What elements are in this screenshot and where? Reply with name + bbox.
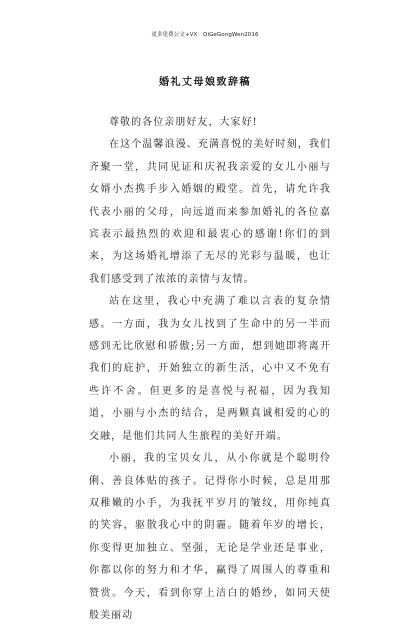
paragraph-1: 在这个温馨浪漫、充满喜悦的美好时刻，我们齐聚一堂，共同见证和庆祝我亲爱的女儿小丽与女婿小杰携手步入婚姻的殿堂。首先，请允许我代表小丽的父母，向远道而来参加婚礼的各位嘉宾表示最热烈的欢迎和最衷心的感谢!你们的到来，为这场婚礼增添了无尽的光彩与温暖，也让我们感受到了浓浓的亲情与友情。 — [89, 139, 331, 285]
header-note: 更多免费公文+VX：QiGeGongWen2016 — [151, 32, 259, 38]
salutation: 尊敬的各位亲朋好友，大家好! — [109, 117, 258, 128]
document-body — [89, 112, 331, 627]
paragraph-3: 小丽，我的宝贝女儿，从小你就是个聪明伶俐、善良体贴的孩子。记得你小时候，总是用那双稚嫩的小手，为我抚平岁月的皱纹，用你纯真的笑容，驱散我心中的阴霾。随着年岁的增长，你变得更加独立、坚强，无论是学业还是事业，你都以你的努力和才华，赢得了周围人的尊重和赞赏。今天，看到你穿上洁白的婚纱，如同天使般美丽动 — [89, 453, 331, 621]
document-title: 婚礼丈母娘致辞稿 — [159, 77, 251, 88]
paragraph-2: 站在这里，我心中充满了难以言表的复杂情感。一方面，我为女儿找到了生命中的另一半而感到无比欣慰和骄傲;另一方面，想到她即将离开我们的庇护，开始独立的新生活，心中又不免有些许不舍。但更多的是喜悦与祝福，因为我知道，小丽与小杰的结合，是两颗真诚相爱的心的交融，是他们共同人生旅程的美好开端。 — [89, 296, 331, 442]
